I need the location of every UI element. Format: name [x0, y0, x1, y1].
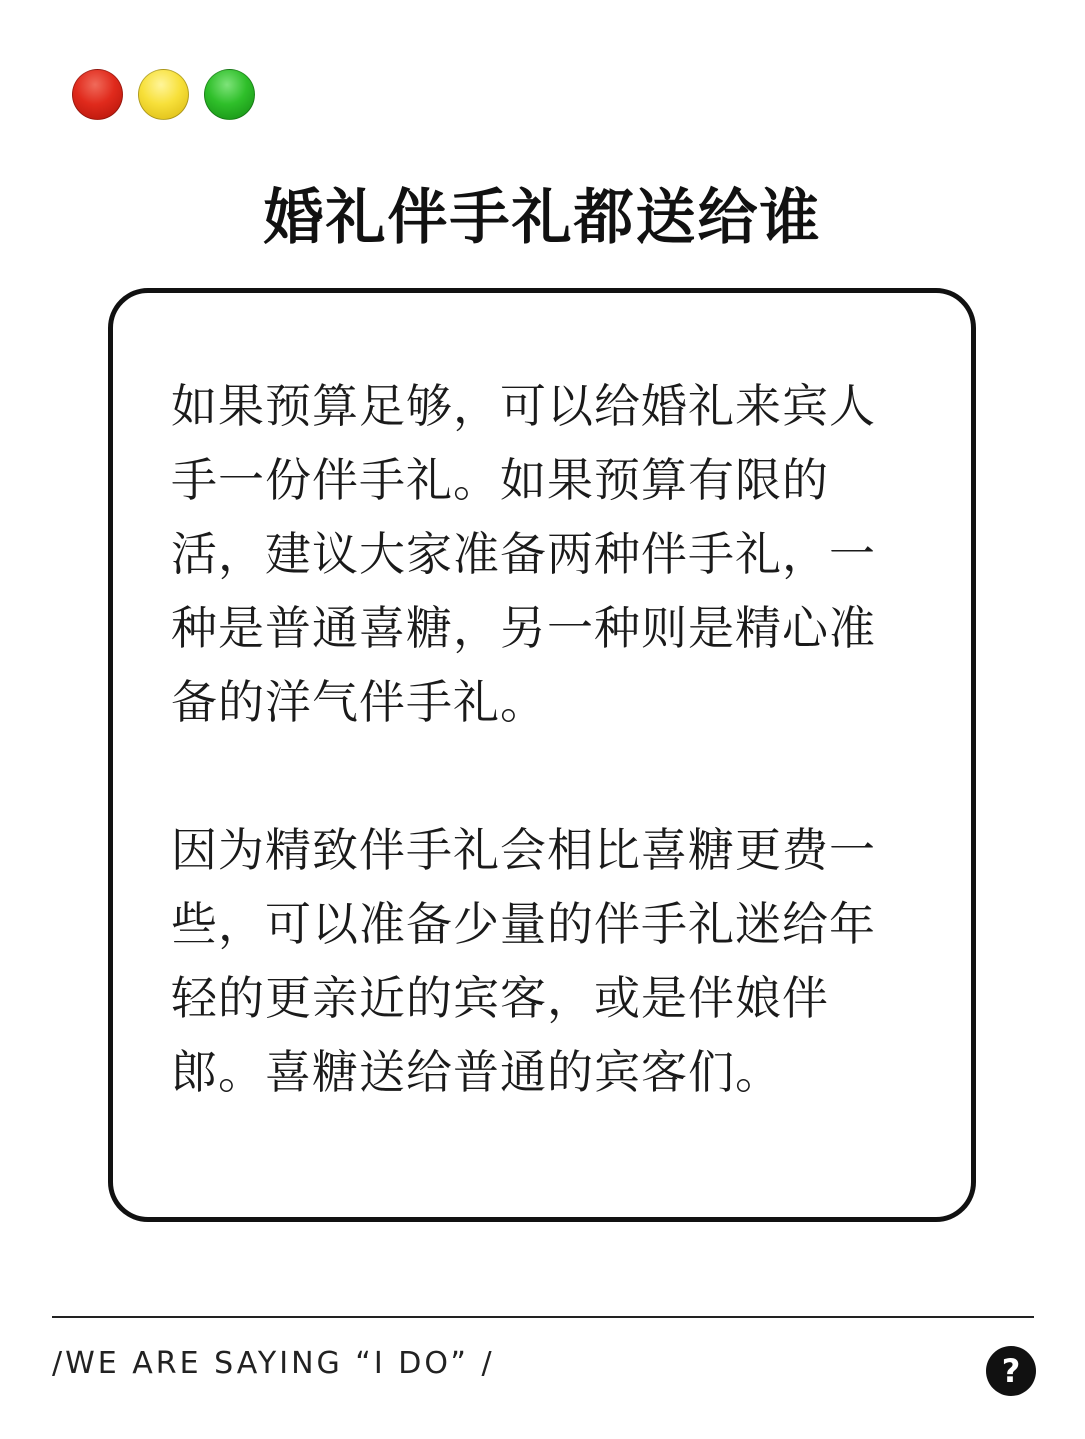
footer-divider: [52, 1316, 1034, 1318]
close-dot-icon[interactable]: [72, 69, 123, 120]
footer-tagline: /WE ARE SAYING “I DO” /: [52, 1346, 495, 1381]
card-body: [171, 369, 911, 1109]
minimize-dot-icon[interactable]: [138, 69, 189, 120]
maximize-dot-icon[interactable]: [204, 69, 255, 120]
paragraph-gift-allocation: 因为精致伴手礼会相比喜糖更费一些，可以准备少量的伴手礼迷给年轻的更亲近的宾客，或是伴娘伴郎。喜糖送给普通的宾客们。: [171, 823, 876, 1099]
page-title: 婚礼伴手礼都送给谁: [263, 183, 822, 253]
question-mark-icon[interactable]: ?: [986, 1346, 1036, 1396]
paragraph-budget: 如果预算足够，可以给婚礼来宾人手一份伴手礼。如果预算有限的活，建议大家准备两种伴手礼，一种是普通喜糖，另一种则是精心准备的洋气伴手礼。: [171, 379, 876, 729]
window-controls: [72, 69, 255, 120]
content-card: [108, 288, 976, 1222]
